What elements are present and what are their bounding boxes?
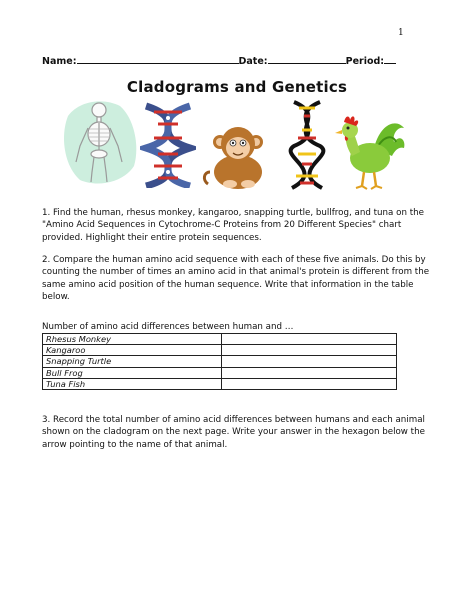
difference-count-cell[interactable]	[222, 378, 397, 389]
dna-helix-icon	[140, 102, 196, 188]
table-row	[43, 356, 397, 367]
date-label: Date:	[238, 56, 268, 67]
name-label: Name:	[42, 56, 77, 67]
page-title: Cladograms and Genetics	[126, 78, 348, 96]
table-row	[43, 334, 397, 345]
name-blank[interactable]	[77, 54, 239, 64]
amino-acid-differences-table	[42, 333, 397, 390]
table-row	[43, 345, 397, 356]
period-label: Period:	[345, 56, 385, 67]
instruction-step-2: 2. Compare the human amino acid sequence with each of these five animals. Do this by counting the number of times an amino acid in that animal's protein is different from the same amino acid position of the human sequence. Write that information in the table below.	[42, 255, 430, 303]
header-fields	[42, 54, 442, 67]
table-row	[43, 367, 397, 378]
period-blank[interactable]	[384, 54, 396, 64]
table-caption: Number of amino acid differences between human and …	[42, 322, 294, 332]
animal-name: Snapping Turtle	[43, 356, 222, 367]
date-blank[interactable]	[268, 54, 346, 64]
table-row	[43, 378, 397, 389]
instruction-step-1: 1. Find the human, rhesus monkey, kangaroo, snapping turtle, bullfrog, and tuna on the "Amino Acid Sequences in Cytochrome-C Proteins from 20 Different Species" chart provided. Highlight their entire protein sequences.	[42, 208, 424, 243]
page-number: 1	[398, 28, 404, 38]
difference-count-cell[interactable]	[222, 345, 397, 356]
monkey-icon	[200, 122, 274, 192]
difference-count-cell[interactable]	[222, 367, 397, 378]
difference-count-cell[interactable]	[222, 356, 397, 367]
instruction-step-3: 3. Record the total number of amino acid differences between humans and each animal shown on the cladogram on the next page. Write your answer in the hexagon below the arrow pointing to the name of that animal.	[42, 415, 425, 450]
animal-name: Rhesus Monkey	[43, 334, 222, 345]
animal-name: Kangaroo	[43, 345, 222, 356]
skeleton-icon	[58, 96, 140, 186]
animal-name: Bull Frog	[43, 367, 222, 378]
animal-name: Tuna Fish	[43, 378, 222, 389]
difference-count-cell[interactable]	[222, 334, 397, 345]
rooster-icon	[334, 112, 408, 192]
dna-double-helix-icon	[280, 98, 334, 192]
